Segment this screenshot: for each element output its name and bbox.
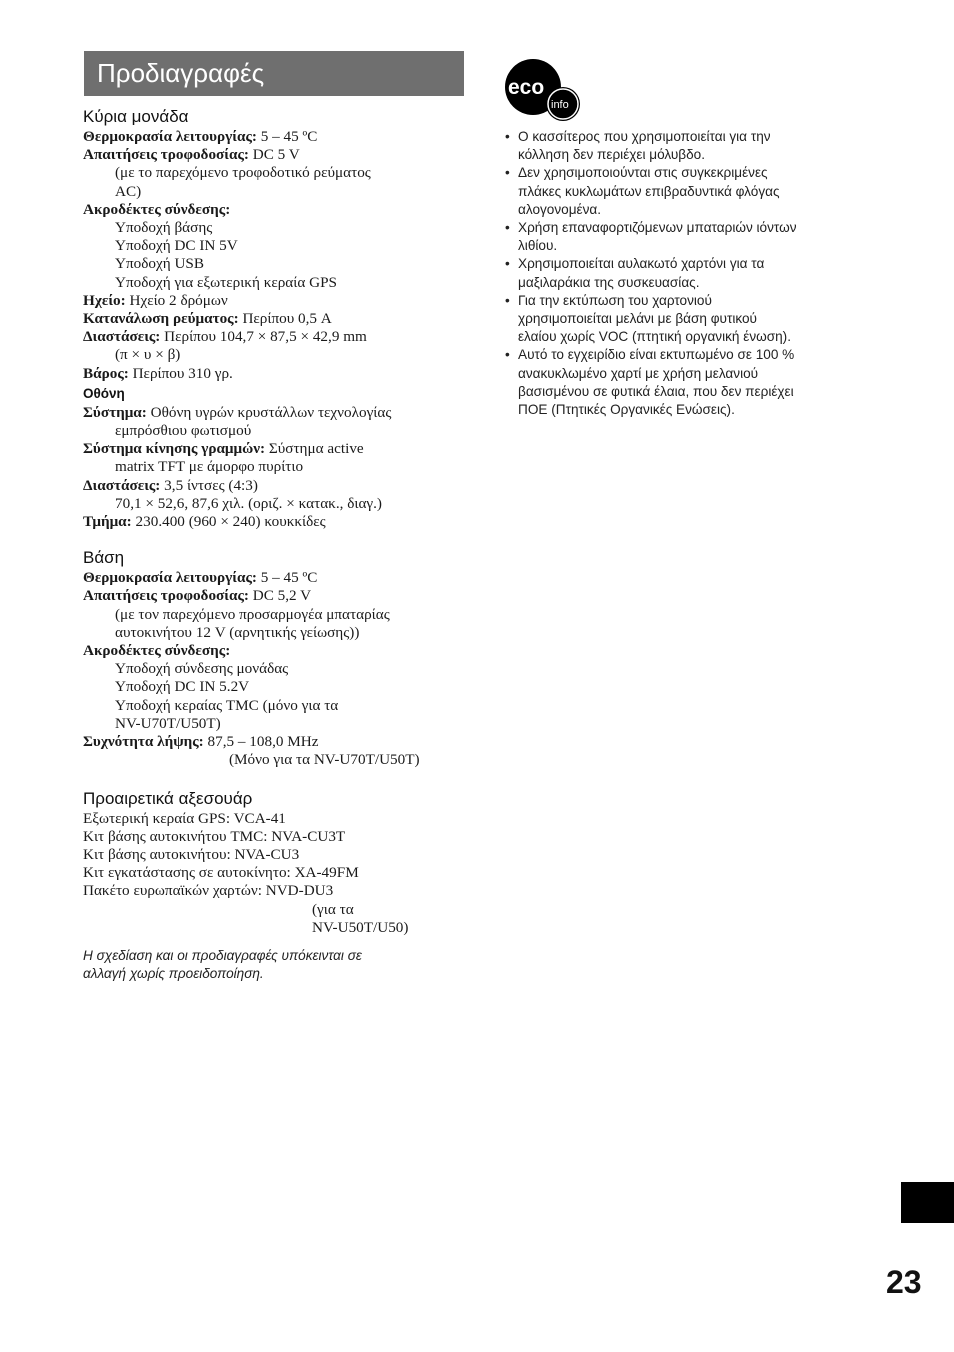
accessory-item: Κιτ εγκατάστασης σε αυτοκίνητο: XA-49FM [83,864,359,882]
main-unit-specs [83,128,473,383]
consumption-row [83,310,473,328]
connector-item: Υποδοχή DC IN 5V [115,237,238,255]
spec-value: Περίπου 310 γρ. [128,364,233,382]
accessory-item [83,882,473,900]
accessory-item: Εξωτερική κεραία GPS: VCA-41 [83,809,286,827]
eco-logo-sub: info [551,99,569,111]
accessory-item: Κιτ βάσης αυτοκινήτου: NVA-CU3 [83,845,300,863]
spec-label: Ακροδέκτες σύνδεσης: [83,200,231,218]
power-row [83,146,473,164]
connector-item: Υποδοχή USB [115,255,205,273]
system-note: εμπρόσθιου φωτισμού [115,422,252,440]
accessories-list [83,810,473,937]
spec-label: Απαιτήσεις τροφοδοσίας: [83,146,249,164]
spec-label: Σύστημα: [83,403,147,421]
spec-label: Θερμοκρασία λειτουργίας: [83,128,257,145]
dimensions-note: (π × υ × β) [115,346,181,364]
spec-label: Κατανάλωση ρεύματος: [83,310,239,328]
power-note: AC) [115,182,142,200]
map-label: Πακέτο ευρωπαϊκών χαρτών: [83,882,262,900]
spec-value: Σύστημα active [265,440,364,458]
power-note: αυτοκινήτου 12 V (αρνητικής γείωσης)) [115,623,360,641]
spec-label: Συχνότητα λήψης: [83,733,204,751]
connectors-label [83,201,473,219]
spec-value: DC 5 V [248,146,300,164]
eco-bullet: • Χρήση επαναφορτιζόμενων μπαταριών ιόντων λιθίου. [505,219,895,255]
thumb-index-tab [901,1182,954,1223]
page-title: Προδιαγραφές [97,58,265,88]
eco-bullet: • Για την εκτύπωση του χαρτονιού χρησιμοποιείται μελάνι με βάση φυτικού ελαίου χωρίς VOC (πτητική οργανική ένωση). [505,292,895,347]
frequency-note: (Μόνο για τα NV-U70T/U50T) [229,751,420,769]
spec-label: Ακροδέκτες σύνδεσης: [83,642,231,660]
spec-value: 230.400 (960 × 240) κουκκίδες [131,513,326,531]
spec-label: Διαστάσεις: [83,476,161,494]
operating-temp-row [83,128,473,146]
map-note: NV-U50T/U50) [312,918,409,936]
power-note: (με το παρεχόμενο τροφοδοτικό ρεύματος [115,164,371,182]
connector-item: Υποδοχή για εξωτερική κεραία GPS [115,273,337,291]
accessory-item: Κιτ βάσης αυτοκινήτου TMC: NVA-CU3T [83,827,346,845]
connectors-label [83,642,473,660]
eco-bullet: • Ο κασσίτερος που χρησιμοποιείται για την κόλληση δεν περιέχει μόλυβδο. [505,128,895,164]
spec-label: Θερμοκρασία λειτουργίας: [83,569,257,587]
eco-info-column [505,128,895,419]
frequency-row [83,733,473,751]
spec-label: Διαστάσεις: [83,328,161,346]
eco-info-logo [503,58,583,124]
title-bar [84,51,464,96]
display-dimensions-note: 70,1 × 52,6, 87,6 χιλ. (οριζ. × κατακ., διαγ.) [115,494,382,512]
power-note: (με τον παρεχόμενο προσαρμογέα μπαταρίας [115,605,390,623]
spec-value: 3,5 ίντσες (4:3) [160,476,258,494]
map-note: (για τα [312,900,354,918]
spec-value: Ηχείο 2 δρόμων [125,291,228,309]
spec-label: Απαιτήσεις τροφοδοσίας: [83,587,249,605]
page-number: 23 [886,1264,922,1300]
spec-value: Περίπου 0,5 A [238,310,332,328]
power-row [83,587,473,605]
display-specs [83,404,473,531]
display-heading: Οθόνη [83,385,125,401]
spec-value: DC 5,2 V [248,587,312,605]
disclaimer-line: αλλαγή χωρίς προειδοποίηση. [83,966,264,982]
eco-bullet: • Χρησιμοποιείται αυλακωτό χαρτόνι για τα μαξιλαράκια της συσκευασίας. [505,255,895,291]
map-value: NVD-DU3 [265,882,334,900]
display-dimensions-row [83,477,473,495]
spec-value: 5 – 45 ºC [256,569,318,587]
drive-note: matrix TFT με άμορφο πυρίτιο [115,458,304,476]
system-row [83,404,473,422]
spec-column [83,106,473,984]
main-unit-heading: Κύρια μονάδα [83,107,189,126]
eco-bullet: • Αυτό το εγχειρίδιο είναι εκτυπωμένο σε 100 % ανακυκλωμένο χαρτί με χρήση μελανιού βασισμένου σε φυτικά έλαια, που δεν περιέχει ΠΟΕ (Πτητικές Οργανικές Ενώσεις). [505,346,895,419]
eco-bullet: • Δεν χρησιμοποιούνται στις συγκεκριμένες πλάκες κυκλωμάτων επιβραδυντικά φλόγας αλογονομένα. [505,164,895,219]
accessories-heading: Προαιρετικά αξεσουάρ [83,788,253,808]
operating-temp-row [83,569,473,587]
connector-item: NV-U70T/U50T) [115,714,221,732]
eco-logo-text: eco [508,76,545,99]
connector-item: Υποδοχή βάσης [115,219,213,237]
connector-item: Υποδοχή σύνδεσης μονάδας [115,660,289,678]
disclaimer [83,947,473,984]
spec-value: Περίπου 104,7 × 87,5 × 42,9 mm [160,328,367,346]
disclaimer-line: Η σχεδίαση και οι προδιαγραφές υπόκεινται σε [83,947,362,963]
speaker-row [83,292,473,310]
cradle-specs [83,569,473,769]
pixels-row [83,513,473,531]
spec-label: Τμήμα: [83,513,132,531]
cradle-heading: Βάση [83,548,125,568]
weight-row [83,365,473,383]
spec-label: Βάρος: [83,364,129,382]
eco-bullet-list [505,128,895,419]
connector-item: Υποδοχή κεραίας TMC (μόνο για τα [115,696,339,714]
spec-value: 5 – 45 ºC [256,128,318,145]
connector-item: Υποδοχή DC IN 5.2V [115,678,250,696]
spec-label: Σύστημα κίνησης γραμμών: [83,440,266,458]
spec-value: 87,5 – 108,0 MHz [203,733,319,751]
dimensions-row [83,328,473,346]
spec-label: Ηχείο: [83,291,126,309]
spec-value: Οθόνη υγρών κρυστάλλων τεχνολογίας [146,403,392,421]
drive-row [83,440,473,458]
